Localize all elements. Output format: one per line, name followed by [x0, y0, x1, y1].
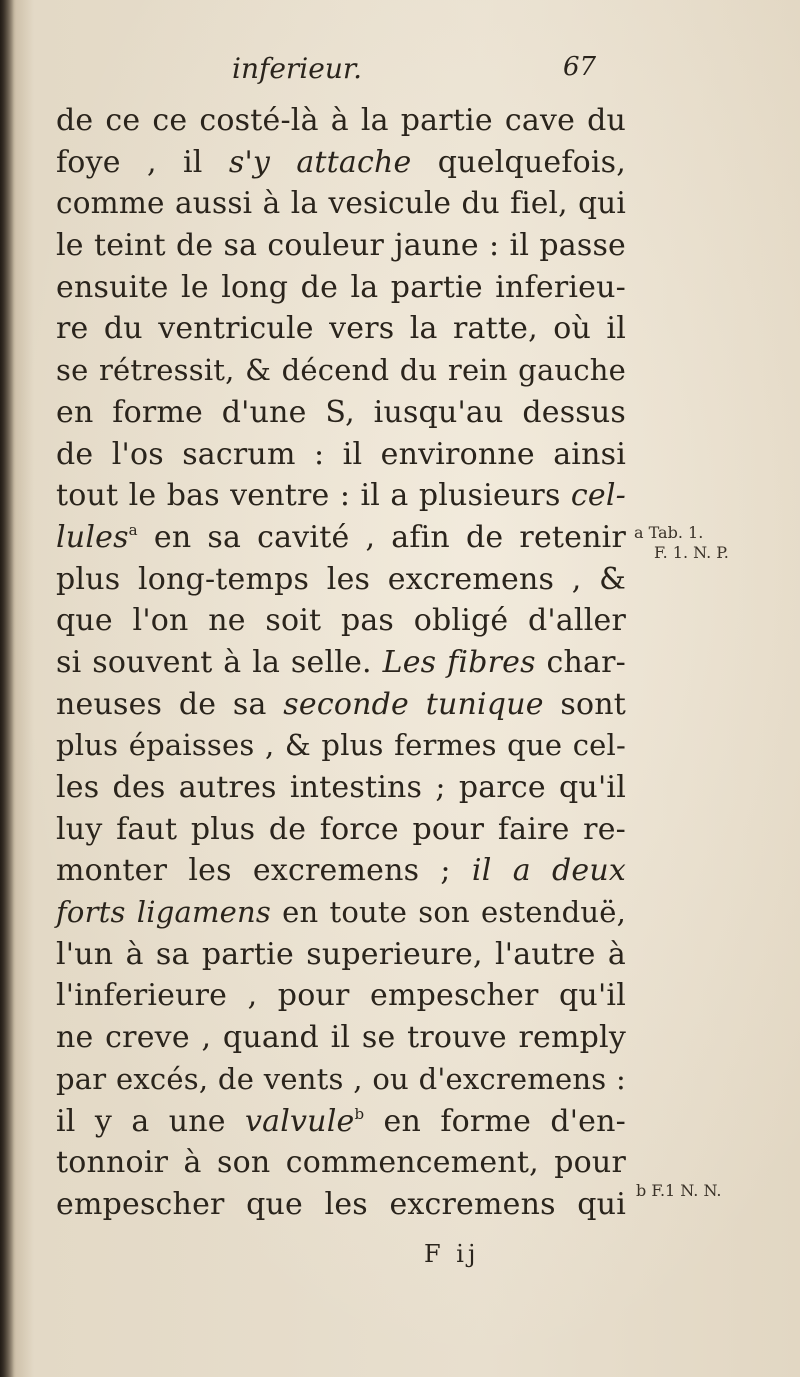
text-line: [56, 767, 626, 809]
text-line: [56, 267, 626, 309]
text-line: [56, 142, 626, 184]
text-line: [56, 475, 626, 517]
page-number: 67: [563, 52, 597, 82]
body-text: [56, 100, 626, 1226]
text-line: [56, 434, 626, 476]
text-span: en sa cavité , afin de retenir: [137, 519, 626, 555]
text-span: char-: [535, 644, 627, 680]
signature-mark: F ij: [424, 1240, 480, 1268]
text-line: [56, 850, 626, 892]
italic-term: s'y attache: [228, 144, 412, 180]
binding-gutter-shadow: [0, 0, 14, 1377]
italic-term: forts ligamens: [56, 895, 271, 930]
text-line: [56, 642, 626, 684]
text-span: l'un à sa partie superieure, l'autre à: [56, 936, 626, 972]
margin-note-a-line2: F. 1. N. P.: [654, 543, 729, 562]
footnote-marker: a: [128, 520, 138, 539]
text-span: ensuite le long de la partie inferieu-: [56, 269, 626, 305]
text-span: tonnoir à son commencement, pour: [56, 1145, 626, 1181]
text-line: [56, 934, 626, 976]
italic-term: seconde tunique: [283, 686, 544, 722]
text-line: [56, 892, 626, 934]
text-line: [56, 517, 626, 559]
text-span: les des autres intestins ; parce qu'il: [56, 770, 626, 805]
text-span: tout le bas ventre : il a plusieurs: [56, 478, 571, 514]
text-line: [56, 350, 626, 392]
text-line: [56, 1017, 626, 1059]
italic-term: cel-: [570, 478, 626, 514]
italic-term: Les fibres: [382, 644, 536, 680]
text-span: empescher que les excremens qui: [56, 1186, 626, 1222]
text-line: [56, 225, 626, 267]
text-line: [56, 809, 626, 851]
running-head: inferieur.: [232, 52, 363, 85]
text-line: [56, 600, 626, 642]
text-span: re du ventricule vers la ratte, où il: [56, 311, 626, 347]
text-span: monter les excremens ;: [56, 853, 472, 889]
text-span: ne creve , quand il se trouve remply: [56, 1020, 626, 1056]
footnote-marker: b: [354, 1104, 365, 1123]
text-span: il y a une: [56, 1103, 245, 1139]
margin-note-a-line1: a Tab. 1.: [634, 523, 704, 542]
text-span: plus long-temps les excremens , &: [56, 561, 626, 597]
margin-note-b: b F.1 N. N.: [636, 1181, 722, 1200]
text-span: en forme d'une S, iusqu'au dessus: [56, 394, 626, 430]
text-span: que l'on ne soit pas obligé d'aller: [56, 603, 626, 639]
text-line: [56, 1101, 626, 1143]
text-span: luy faut plus de force pour faire re-: [56, 811, 626, 847]
italic-term: valvule: [245, 1103, 355, 1139]
text-span: l'inferieure , pour empescher qu'il: [56, 978, 626, 1014]
text-line: [56, 392, 626, 434]
text-line: [56, 1059, 626, 1101]
text-span: plus épaisses , & plus fermes que cel-: [56, 728, 626, 763]
text-span: si souvent à la selle.: [56, 644, 383, 680]
text-line: [56, 559, 626, 601]
text-span: comme aussi à la vesicule du fiel, qui: [56, 186, 626, 221]
text-line: [56, 183, 626, 225]
text-line: [56, 975, 626, 1017]
page-header: [0, 50, 800, 90]
text-span: le teint de sa couleur jaune : il passe: [56, 228, 626, 264]
text-line: [56, 308, 626, 350]
text-line: [56, 100, 626, 142]
text-line: [56, 684, 626, 726]
text-span: sont: [543, 686, 627, 722]
text-span: foye , il: [56, 144, 229, 180]
text-span: en toute son estenduë,: [270, 895, 626, 930]
text-span: en forme d'en-: [364, 1103, 626, 1139]
text-line: [56, 1184, 626, 1226]
text-span: par excés, de vents , ou d'excremens :: [56, 1061, 626, 1096]
text-span: de ce ce costé-là à la partie cave du: [56, 103, 626, 138]
text-span: neuses de sa: [56, 686, 284, 722]
text-line: [56, 1142, 626, 1184]
italic-term: lules: [56, 519, 129, 555]
italic-term: il a deux: [471, 853, 626, 889]
text-span: se rétressit, & décend du rein gauche: [56, 353, 626, 388]
text-span: quelquefois,: [411, 144, 627, 180]
text-span: de l'os sacrum : il environne ainsi: [56, 436, 626, 472]
text-line: [56, 725, 626, 767]
